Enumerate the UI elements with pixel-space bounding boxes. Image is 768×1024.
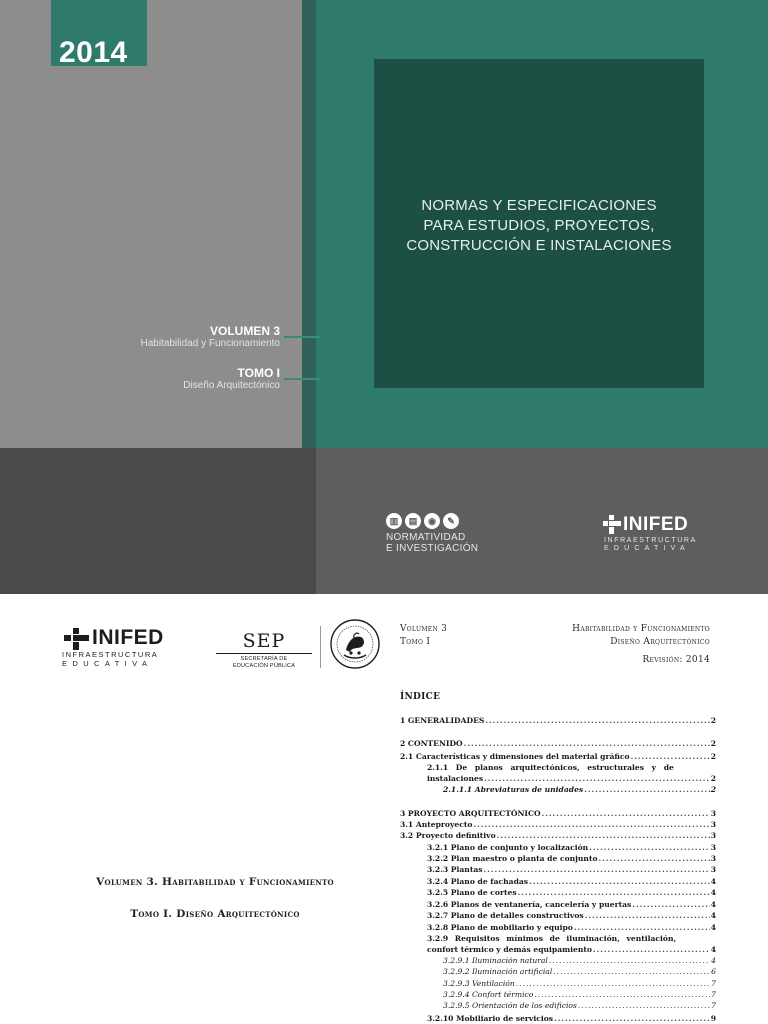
toc-entry[interactable]: 3.2.5 Plano de cortes ..... 4 — [427, 888, 716, 898]
toc-entry[interactable]: confort térmico y demás equipamiento ..... 4 — [427, 945, 716, 955]
inifed-mark-icon — [64, 628, 90, 650]
toc-entry[interactable]: 3.2.9 Requisitos mínimos de iluminación, ventilación, — [427, 934, 677, 943]
inifed-sub1: INFRAESTRUCTURA — [62, 650, 159, 659]
toc-entry[interactable]: 3.2.3 Plantas ..... 3 — [427, 865, 716, 875]
cover-inifed-wordmark: INIFED — [623, 514, 689, 535]
toc-entry[interactable]: 3.2 Proyecto definitivo ..... 3 — [400, 831, 716, 841]
header-volume: Volumen 3 — [400, 624, 448, 634]
toc-entry[interactable]: instalaciones ..... 2 — [427, 774, 716, 784]
logo-divider — [320, 626, 321, 668]
cover-volume-block — [140, 324, 280, 350]
document-page — [0, 594, 768, 1024]
cover-volume-label: VOLUMEN 3 — [209, 324, 280, 338]
magnifier-icon: ◉ — [424, 513, 440, 529]
inifed-wordmark: INIFED — [92, 626, 164, 649]
unit-name — [386, 532, 478, 554]
books-icon: ▥ — [386, 513, 402, 529]
sep-sub1: SECRETARÍA DE — [240, 656, 288, 662]
toc-entry[interactable]: 3.2.1 Plano de conjunto y localización ..... 3 — [427, 843, 716, 853]
toc-entry[interactable]: 2.1.1.1 Abreviaturas de unidades ..... 2 — [443, 785, 716, 795]
inifed-logo — [62, 626, 172, 668]
tools-icon: ✎ — [443, 513, 459, 529]
header-topic: Habitabilidad y Funcionamiento — [572, 624, 710, 634]
cover-inifed-sub1: INFRAESTRUCTURA — [604, 537, 697, 544]
cover-inifed-sub2: EDUCATIVA — [604, 545, 690, 552]
header-subtopic: Diseño Arquitectónico — [610, 637, 710, 647]
cover-dark-panel — [0, 448, 316, 594]
cover-tome-label: TOMO I — [237, 366, 280, 380]
toc-entry[interactable]: 3.2.9.3 Ventilación ..... 7 — [443, 979, 716, 989]
sep-wordmark: SEP — [242, 630, 286, 652]
toc-entry[interactable]: 3.2.9.1 Iluminación natural ..... 4 — [443, 956, 716, 966]
running-header-left — [400, 623, 447, 649]
tome-leader-line — [284, 378, 320, 380]
toc-entry[interactable]: 1 GENERALIDADES ..... 2 — [400, 716, 716, 726]
toc-entry[interactable]: 3 PROYECTO ARQUITECTÓNICO ..... 3 — [400, 809, 716, 819]
cover-title-line-2: PARA ESTUDIOS, PROYECTOS, — [423, 217, 655, 234]
cover-inifed-logo — [603, 514, 713, 554]
toc-entry[interactable]: 3.1 Anteproyecto ..... 3 — [400, 820, 716, 830]
volume-leader-line — [284, 336, 320, 338]
cover-tome-block — [183, 366, 280, 392]
toc-entry[interactable]: 3.2.4 Plano de fachadas ..... 4 — [427, 877, 716, 887]
toc-entry[interactable]: 3.2.9.4 Confort térmico ..... 7 — [443, 990, 716, 1000]
toc-entry[interactable]: 3.2.6 Planos de ventanería, cancelería y puertas ..... 4 — [427, 900, 716, 910]
cover-year: 2014 — [59, 36, 128, 69]
toc-entry[interactable]: 3.2.10 Mobiliario de servicios ..... 9 — [427, 1014, 716, 1024]
running-header-right — [572, 623, 710, 667]
document-title: Volumen 3. Habitabilidad y Funcionamiento — [96, 876, 334, 888]
document-subtitle: Tomo I. Diseño Arquitectónico — [130, 908, 300, 920]
toc-entry[interactable]: 3.2.9.2 Iluminación artificial ..... 6 — [443, 967, 716, 977]
inifed-mark-icon — [603, 515, 621, 535]
unit-name-line-2: E INVESTIGACIÓN — [386, 543, 479, 554]
cover-divider-strip — [302, 0, 316, 448]
cover-title-line-3: CONSTRUCCIÓN E INSTALACIONES — [406, 237, 672, 254]
toc-heading: ÍNDICE — [400, 692, 441, 702]
cover-title-line-1: NORMAS Y ESPECIFICACIONES — [421, 197, 657, 214]
sep-logo — [216, 630, 312, 672]
cover-title — [374, 196, 704, 256]
toc-entry[interactable]: 2.1 Características y dimensiones del material gráfico ..... 2 — [400, 752, 716, 762]
sep-rule — [216, 653, 312, 654]
toc-entry[interactable]: 2 CONTENIDO ..... 2 — [400, 739, 716, 749]
header-revision: Revisión: 2014 — [642, 655, 710, 665]
sep-sub2: EDUCACIÓN PÚBLICA — [232, 663, 296, 669]
inifed-sub2: EDUCATIVA — [62, 659, 153, 668]
toc-entry[interactable]: 3.2.2 Plan maestro o planta de conjunto ..... 3 — [427, 854, 716, 864]
toc-entry[interactable]: 2.1.1 De planos arquitectónicos, estructurales y de — [427, 763, 674, 772]
toc-entry[interactable]: 3.2.8 Plano de mobiliario y equipo ..... 4 — [427, 923, 716, 933]
mexican-coat-of-arms-seal-icon — [330, 619, 380, 669]
toc-entry[interactable]: 3.2.7 Plano de detalles constructivos ..... 4 — [427, 911, 716, 921]
cover-tome-subtitle: Diseño Arquitectónico — [183, 380, 280, 391]
toc-entry[interactable]: 3.2.9.5 Orientación de los edificios ..... 7 — [443, 1001, 716, 1011]
unit-name-line-1: NORMATIVIDAD — [386, 532, 466, 543]
cover-volume-subtitle: Habitabilidad y Funcionamiento — [140, 338, 280, 349]
clipboard-icon: ▤ — [405, 513, 421, 529]
header-tome: Tomo I — [400, 637, 431, 647]
